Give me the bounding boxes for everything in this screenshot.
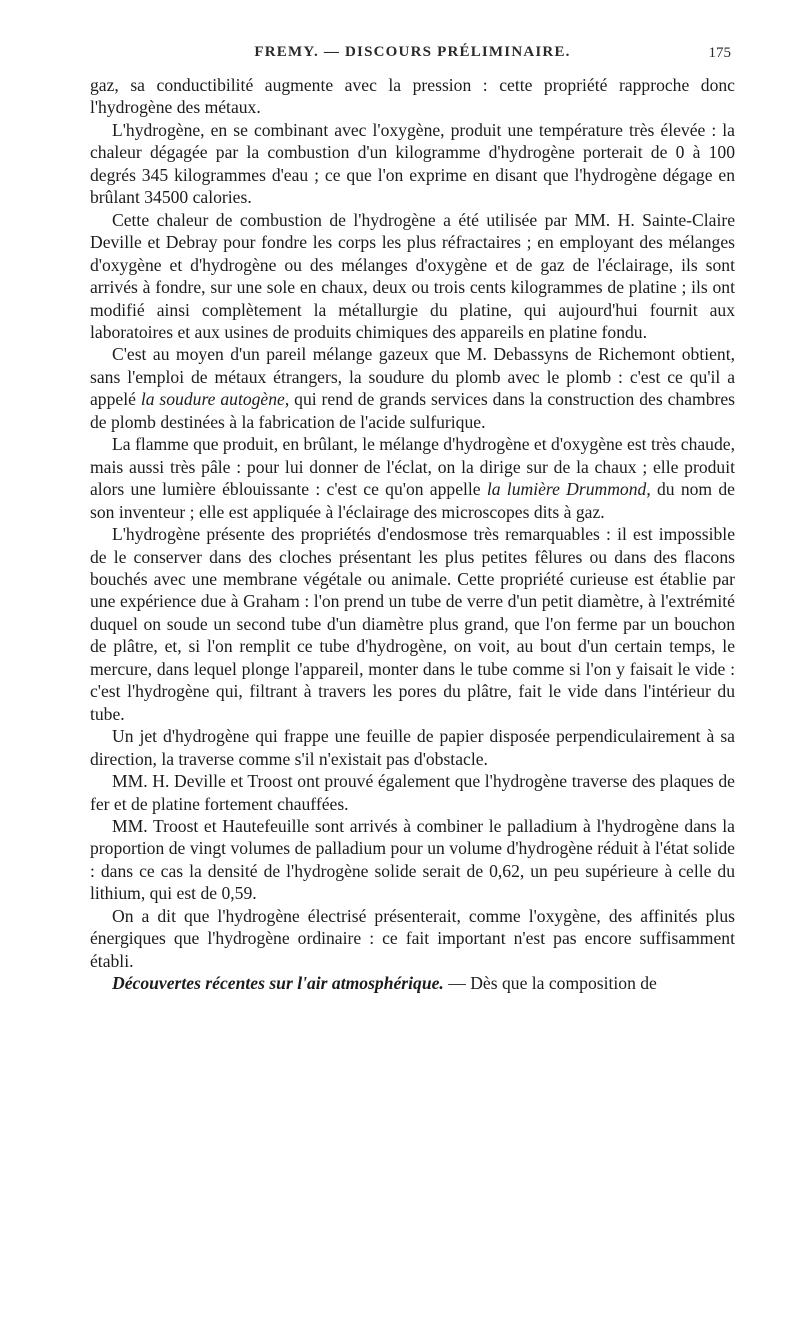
paragraph — [90, 815, 735, 905]
paragraph-text: L'hydrogène présente des propriétés d'endosmose très remarquables : il est impossible de le conserver dans des cloches présentant les plus petites fêlures ou dans des flacons bouchés avec une membrane végétale ou animale. Cette propriété curieuse est établie par une expérience due à Graham : l'on prend un tube de verre d'un petit diamètre, à l'extrémité duquel on soude un second tube d'un diamètre plus grand, que l'on ferme par un bouchon de plâtre, et, si l'on remplit ce tube d'hydrogène, on voit, au bout d'un certain temps, le mercure, dans lequel plonge l'appareil, monter dans le tube comme si l'on y faisait le vide : c'est l'hydrogène qui, filtrant à travers les pores du plâtre, fait le vide dans l'intérieur du tube. — [90, 524, 735, 724]
paragraph-text: L'hydrogène, en se combinant avec l'oxygène, produit une température très élevée : la chaleur dégagée par la combustion d'un kilogramme d'hydrogène porterait de 0 à 100 degrés 345 kilogrammes d'eau ; ce que l'on exprime en disant que l'hydrogène dégage en brûlant 34500 calories. — [90, 119, 735, 208]
paragraph-text: gaz, sa conductibilité augmente avec la pression : cette propriété rapproche donc l'hydrogène des métaux. — [90, 75, 735, 118]
paragraph-text: , du nom de son inventeur ; elle est appliquée à l'éclairage des microscopes dits à gaz. — [90, 479, 735, 522]
document-page — [90, 38, 735, 1308]
paragraph-text: Un jet d'hydrogène qui frappe une feuille de papier disposée perpendiculairement à sa direction, la traverse comme s'il n'existait pas d'obstacle. — [90, 726, 735, 769]
paragraph-text: On a dit que l'hydrogène électrisé présenterait, comme l'oxygène, des affinités plus énergiques que l'hydrogène ordinaire : ce fait important n'est pas encore suffisamment établi. — [90, 905, 735, 971]
page-number: 175 — [708, 45, 731, 61]
paragraph-text: MM. Troost et Hautefeuille sont arrivés à combiner le palladium à l'hydrogène dans la proportion de vingt volumes de palladium pour un volume d'hydrogène réduit à l'état solide : dans ce cas la densité de l'hydrogène solide serait de 0,62, un peu supérieure à celle du lithium, qui est de 0,59. — [90, 815, 735, 904]
paragraph — [90, 770, 735, 815]
paragraph — [90, 523, 735, 725]
paragraph — [90, 725, 735, 770]
italic-term: la soudure autogène — [140, 389, 285, 410]
section-heading: Découvertes récentes sur l'air atmosphérique. — [112, 973, 444, 994]
italic-term: la lumière Drummond — [486, 479, 647, 500]
body-text — [90, 74, 735, 995]
paragraph — [90, 433, 735, 523]
paragraph-text: — Dès que la composition de — [443, 973, 657, 994]
paragraph-text: , qui rend de grands services dans la construction des chambres de plomb destinées à la fabrication de l'acide sulfurique. — [90, 389, 735, 432]
paragraph-text: C'est au moyen d'un pareil mélange gazeux que M. Debassyns de Richemont obtient, sans l'emploi de métaux étrangers, la soudure du plomb avec le plomb : c'est ce qu'il a appelé — [90, 344, 735, 410]
paragraph — [90, 905, 735, 972]
paragraph — [90, 972, 735, 994]
running-title: FREMY. — DISCOURS PRÉLIMINAIRE. — [254, 44, 571, 60]
paragraph — [90, 119, 735, 209]
paragraph-text: La flamme que produit, en brûlant, le mélange d'hydrogène et d'oxygène est très chaude, mais aussi très pâle : pour lui donner de l'éclat, on la dirige sur de la chaux ; elle produit alors une lumière éblouissante : c'est ce qu'on appelle — [90, 434, 735, 500]
paragraph — [90, 343, 735, 433]
paragraph — [90, 74, 735, 119]
paragraph — [90, 209, 735, 344]
running-header — [90, 38, 735, 72]
paragraph-text: MM. H. Deville et Troost ont prouvé également que l'hydrogène traverse des plaques de fer et de platine fortement chauffées. — [90, 771, 735, 814]
paragraph-text: Cette chaleur de combustion de l'hydrogène a été utilisée par MM. H. Sainte-Claire Deville et Debray pour fondre les corps les plus réfractaires ; en employant des mélanges d'oxygène et d'hydrogène ou des mélanges d'oxygène et de gaz de l'éclairage, ils sont arrivés à fondre, sur une sole en chaux, deux ou trois cents kilogrammes de platine ; ils ont modifié ainsi complètement la métallurgie du platine, qui aujourd'hui fournit aux laboratoires et aux usines de produits chimiques des appareils en platine fondu. — [90, 209, 735, 342]
